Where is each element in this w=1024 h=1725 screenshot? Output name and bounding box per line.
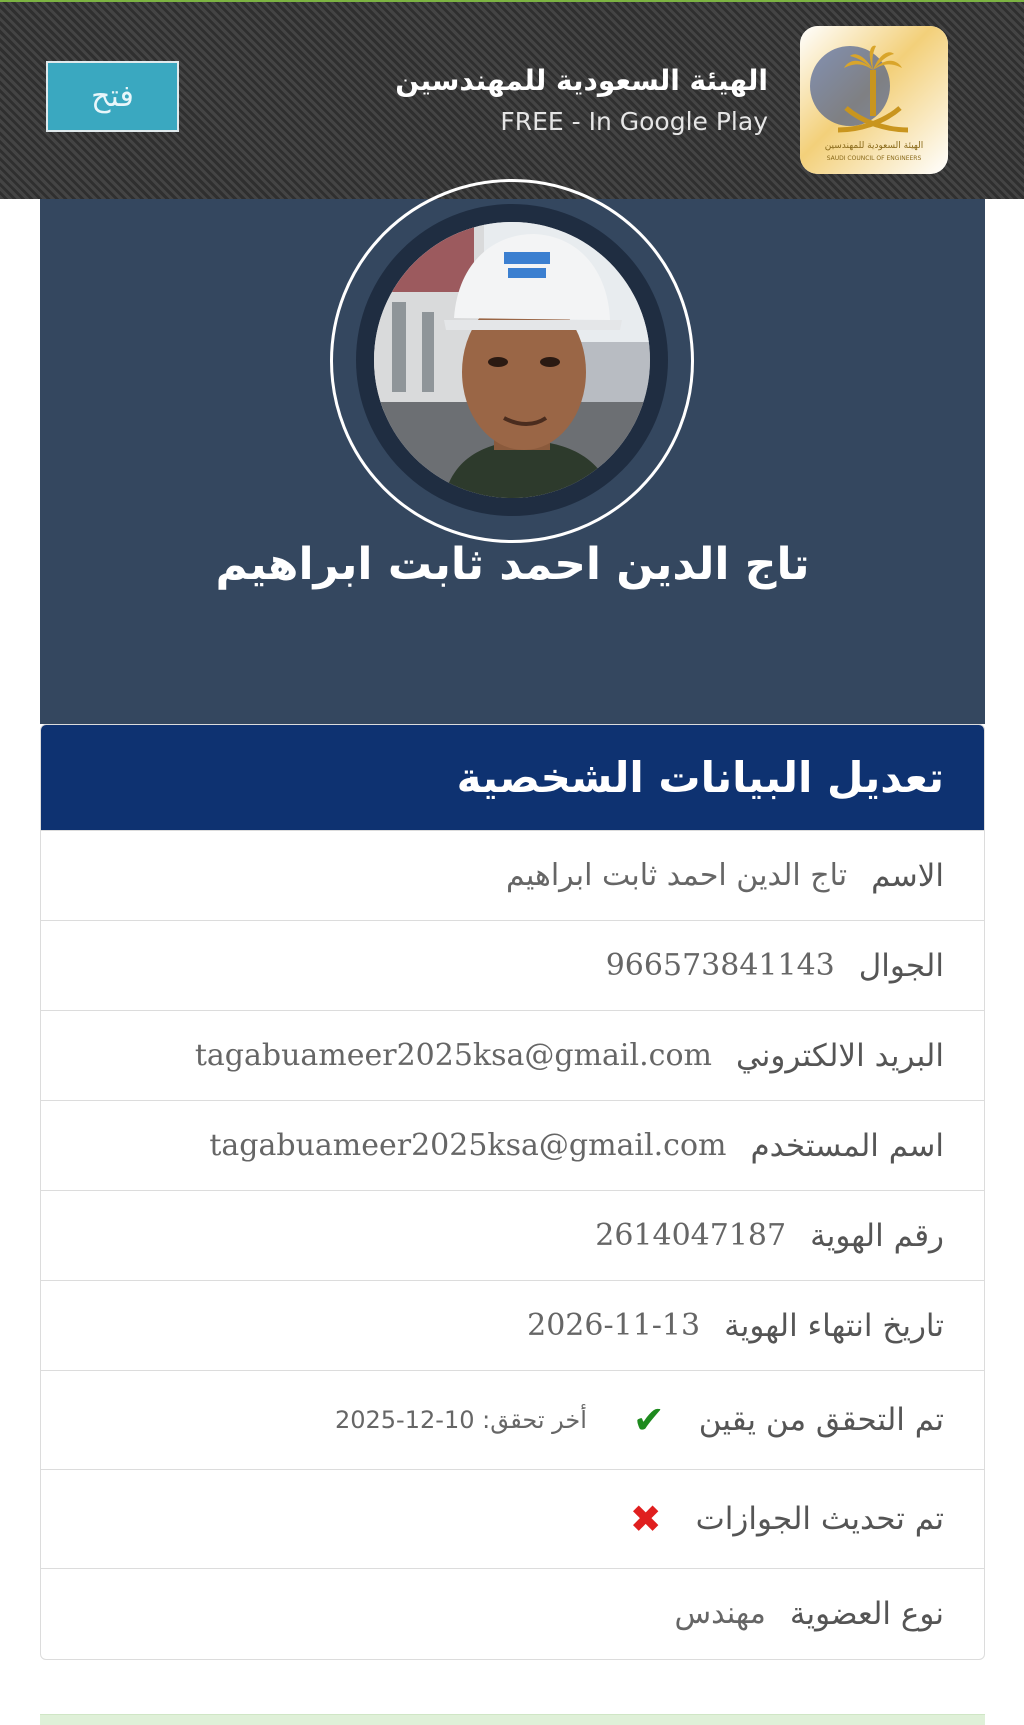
- mobile-value: 966573841143: [605, 948, 835, 983]
- membership-type-label: نوع العضوية: [789, 1595, 944, 1632]
- personal-data-card: [40, 724, 985, 1660]
- name-label: الاسم: [871, 857, 944, 894]
- passports-updated-label: تم تحديث الجوازات: [695, 1501, 944, 1537]
- profile-photo: [374, 222, 650, 498]
- name-value: تاج الدين احمد ثابت ابراهيم: [506, 858, 848, 893]
- row-username: [41, 1100, 984, 1190]
- avatar[interactable]: [374, 222, 650, 498]
- id-number-value: 2614047187: [595, 1218, 787, 1253]
- banner-subtitle: FREE - In Google Play: [500, 107, 768, 136]
- id-expiry-value: 2026-11-13: [527, 1308, 701, 1343]
- yakeen-verified-label: تم التحقق من يقين: [698, 1402, 944, 1438]
- id-number-label: رقم الهوية: [810, 1217, 944, 1254]
- row-yakeen-verified: [41, 1370, 984, 1469]
- profile-name: تاج الدين احمد ثابت ابراهيم: [215, 539, 810, 590]
- last-check-text: أخر تحقق: 10-12-2025: [334, 1406, 587, 1434]
- next-section-edge: [40, 1714, 985, 1725]
- row-email: [41, 1010, 984, 1100]
- banner-app-name: الهيئة السعودية للمهندسين: [395, 64, 768, 97]
- card-title: تعديل البيانات الشخصية: [456, 753, 944, 802]
- row-passports-updated: [41, 1469, 984, 1568]
- username-label: اسم المستخدم: [750, 1127, 944, 1164]
- row-name: [41, 830, 984, 920]
- id-expiry-label: تاريخ انتهاء الهوية: [724, 1307, 944, 1344]
- row-id-number: [41, 1190, 984, 1280]
- username-value: tagabuameer2025ksa@gmail.com: [209, 1128, 727, 1163]
- email-label: البريد الالكتروني: [735, 1037, 944, 1074]
- row-mobile: [41, 920, 984, 1010]
- open-app-button[interactable]: فتح: [46, 61, 179, 132]
- profile-header: [40, 199, 985, 724]
- membership-type-value: مهندس: [674, 1596, 766, 1631]
- mobile-label: الجوال: [858, 947, 944, 984]
- palm-swords-logo-icon: [800, 26, 948, 174]
- email-value: tagabuameer2025ksa@gmail.com: [194, 1038, 712, 1073]
- edit-personal-data-header[interactable]: [41, 725, 984, 830]
- check-icon: ✔: [632, 1398, 665, 1442]
- cross-icon: ✖: [629, 1497, 662, 1541]
- app-logo-icon[interactable]: [800, 26, 948, 174]
- logo-english-text: SAUDI COUNCIL OF ENGINEERS: [826, 155, 922, 162]
- row-id-expiry: [41, 1280, 984, 1370]
- row-membership-type: [41, 1568, 984, 1658]
- app-install-banner: [0, 0, 1024, 199]
- logo-arabic-text: الهيئة السعودية للمهندسين: [824, 141, 924, 151]
